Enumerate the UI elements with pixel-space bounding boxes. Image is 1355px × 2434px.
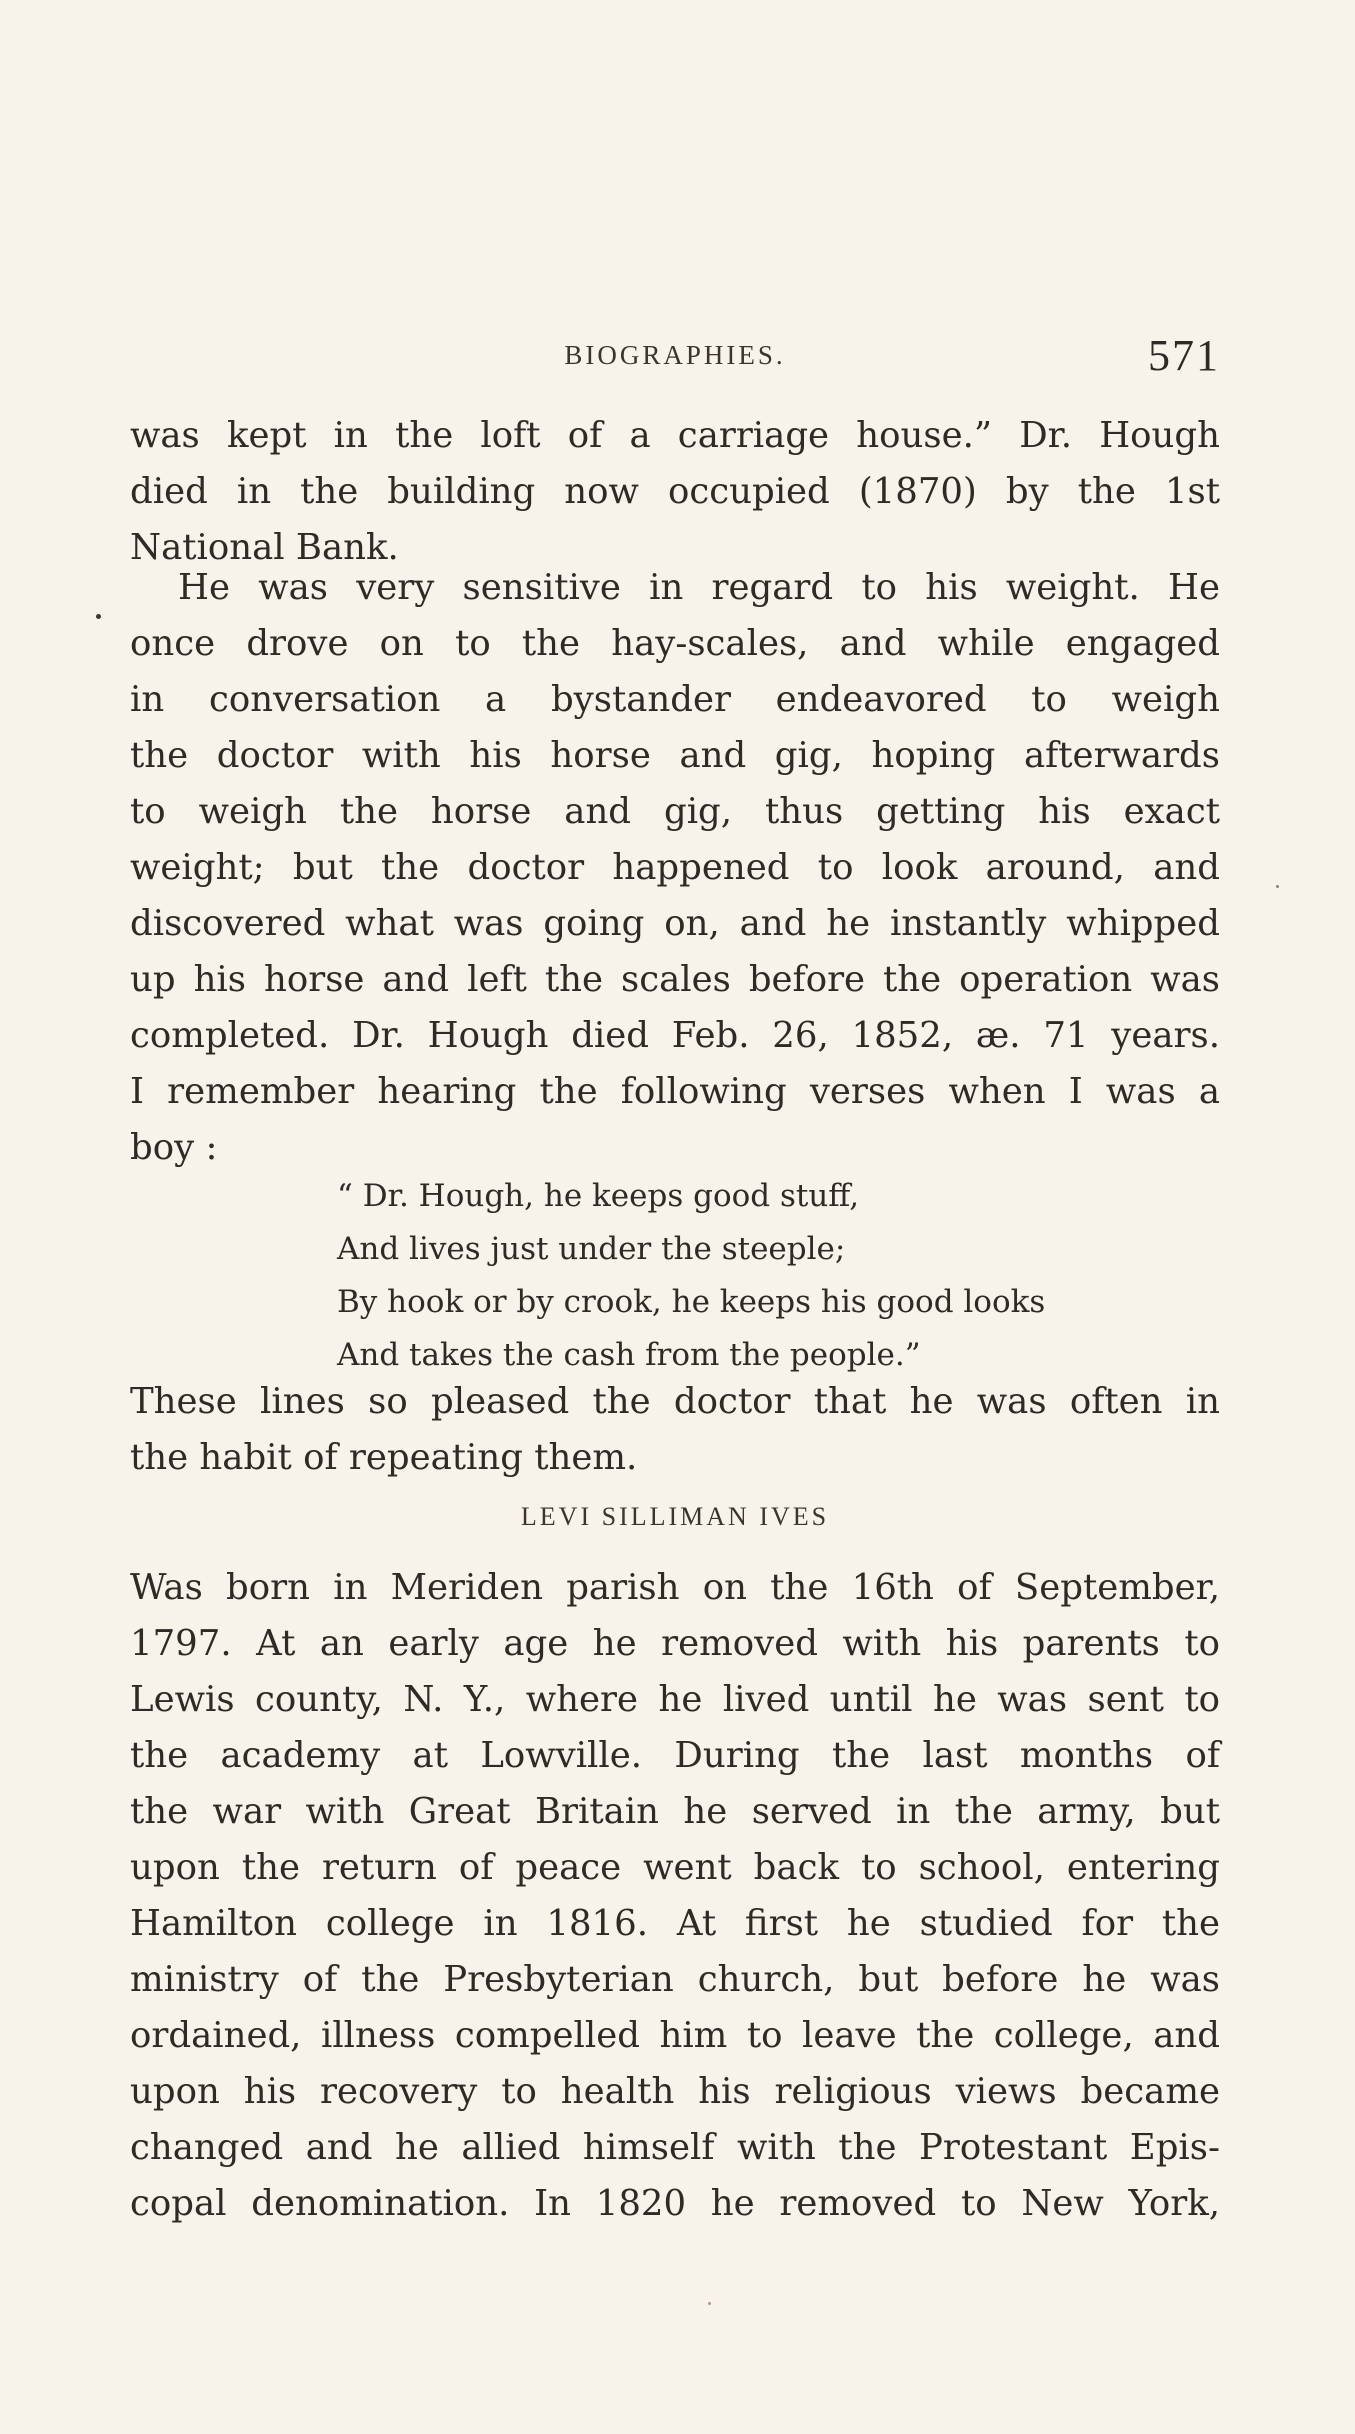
text-line: Lewis county, N. Y., where he lived until he was sent to	[130, 1679, 1220, 1720]
verse-line: “ Dr. Hough, he keeps good stuff,	[337, 1178, 860, 1214]
running-head	[130, 330, 1220, 390]
verse-line: And lives just under the steeple;	[337, 1231, 846, 1267]
paper-speck	[708, 2302, 711, 2305]
text-line: completed. Dr. Hough died Feb. 26, 1852, æ. 71 years.	[130, 1015, 1220, 1056]
paragraph-hay-scales	[130, 560, 1220, 1176]
text-line: was kept in the loft of a carriage house.” Dr. Hough	[130, 415, 1220, 456]
paragraph-carriage-house	[130, 408, 1220, 576]
text-line: I remember hearing the following verses when I was a	[130, 1071, 1220, 1112]
text-line: once drove on to the hay-scales, and while engaged	[130, 623, 1220, 664]
text-line: died in the building now occupied (1870) by the 1st	[130, 471, 1220, 512]
text-line: These lines so pleased the doctor that he was often in	[130, 1381, 1220, 1422]
text-line: ministry of the Presbyterian church, but before he was	[130, 1959, 1220, 2000]
text-line: ordained, illness compelled him to leave the college, and	[130, 2015, 1220, 2056]
text-line: 1797. At an early age he removed with his parents to	[130, 1623, 1220, 1664]
text-line: National Bank.	[130, 527, 399, 568]
text-line: He was very sensitive in regard to his weight. He	[178, 567, 1220, 608]
text-line: upon his recovery to health his religious views became	[130, 2071, 1220, 2112]
text-line: the habit of repeating them.	[130, 1437, 638, 1478]
text-line: in conversation a bystander endeavored to weigh	[130, 679, 1220, 720]
section-heading: LEVI SILLIMAN IVES	[520, 1502, 830, 1531]
text-line: upon the return of peace went back to school, entering	[130, 1847, 1220, 1888]
paragraph-after-verse	[130, 1374, 1220, 1486]
text-line: to weigh the horse and gig, thus getting his exact	[130, 791, 1220, 832]
text-line: copal denomination. In 1820 he removed to New York,	[130, 2183, 1220, 2224]
running-title: BIOGRAPHIES.	[564, 340, 786, 370]
page-number: 571	[1148, 331, 1220, 380]
text-line: the war with Great Britain he served in the army, but	[130, 1791, 1220, 1832]
text-line: Hamilton college in 1816. At first he studied for the	[130, 1903, 1220, 1944]
verse-quotation	[337, 1170, 1137, 1382]
paragraph-levi-ives	[130, 1560, 1220, 2232]
text-line: up his horse and left the scales before the operation was	[130, 959, 1220, 1000]
paper-speck	[1276, 885, 1279, 888]
text-line: weight; but the doctor happened to look around, and	[130, 847, 1220, 888]
text-line: the doctor with his horse and gig, hoping afterwards	[130, 735, 1220, 776]
text-line: the academy at Lowville. During the last months of	[130, 1735, 1220, 1776]
text-line: boy :	[130, 1127, 218, 1168]
verse-line: By hook or by crook, he keeps his good looks	[337, 1284, 1046, 1320]
verse-line: And takes the cash from the people.”	[337, 1337, 921, 1373]
text-line: changed and he allied himself with the Protestant Epis-	[130, 2127, 1220, 2168]
paper-speck	[96, 614, 101, 619]
text-line: discovered what was going on, and he instantly whipped	[130, 903, 1220, 944]
text-line: Was born in Meriden parish on the 16th of September,	[130, 1567, 1220, 1608]
